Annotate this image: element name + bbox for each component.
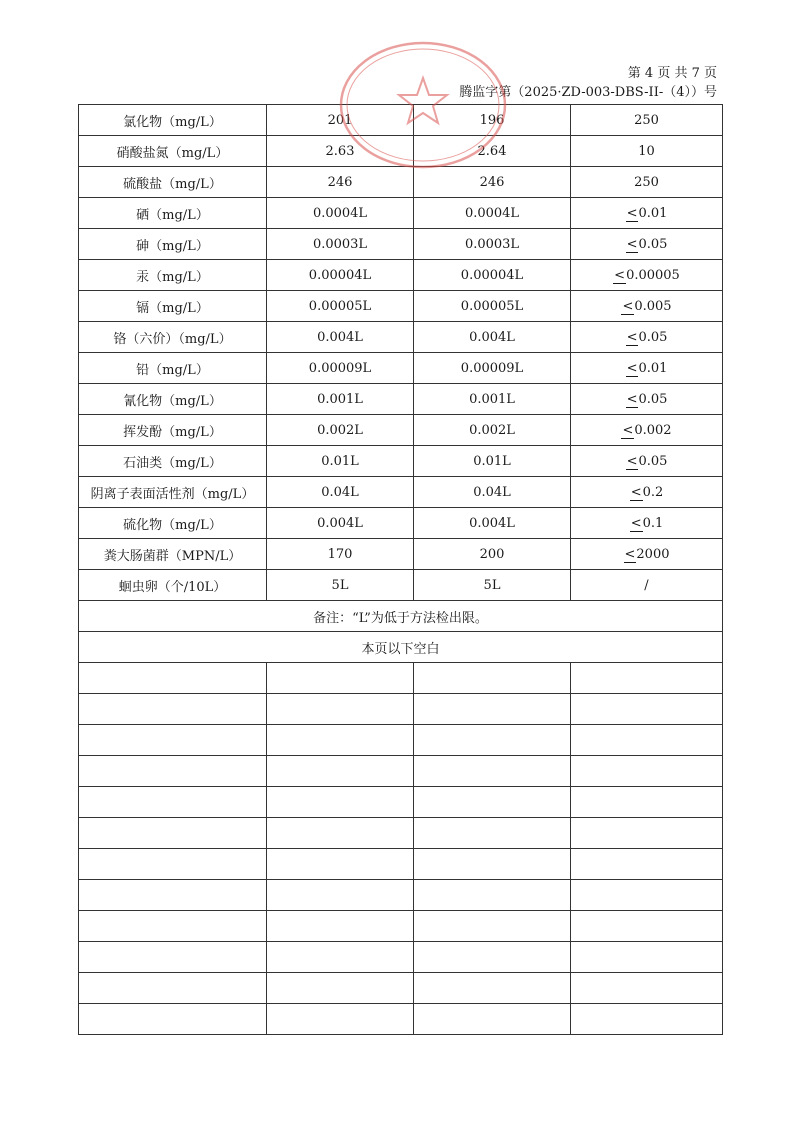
empty-cell bbox=[571, 973, 723, 1004]
sample-1-value-cell: 246 bbox=[267, 167, 414, 198]
empty-cell bbox=[414, 818, 571, 849]
parameter-cell: 挥发酚（mg/L） bbox=[79, 415, 267, 446]
sample-1-value-cell: 0.002L bbox=[267, 415, 414, 446]
parameter-cell: 氰化物（mg/L） bbox=[79, 384, 267, 415]
less-equal-sign: < bbox=[626, 329, 638, 345]
empty-cell bbox=[267, 911, 414, 942]
page-info: 第 4 页 共 7 页 bbox=[627, 66, 717, 81]
sample-1-value-cell: 0.00005L bbox=[267, 291, 414, 322]
sample-2-value-cell: 0.00009L bbox=[414, 353, 571, 384]
limit-value-cell bbox=[571, 198, 723, 229]
table-row bbox=[79, 136, 723, 167]
limit-value-cell bbox=[571, 105, 723, 136]
limit-value: 0.1 bbox=[642, 515, 664, 531]
limit-value-cell bbox=[571, 539, 723, 570]
sample-2-value-cell: 0.0004L bbox=[414, 198, 571, 229]
sample-1-value-cell: 0.01L bbox=[267, 446, 414, 477]
limit-value-cell bbox=[571, 384, 723, 415]
sample-2-value-cell: 0.004L bbox=[414, 508, 571, 539]
limit-value: 0.05 bbox=[638, 236, 668, 252]
blank-notice-text: 本页以下空白 bbox=[79, 632, 723, 663]
table-row bbox=[79, 353, 723, 384]
table-row bbox=[79, 539, 723, 570]
empty-cell bbox=[79, 725, 267, 756]
limit-value-cell bbox=[571, 477, 723, 508]
empty-cell bbox=[414, 694, 571, 725]
limit-value: 0.05 bbox=[638, 391, 668, 407]
empty-cell bbox=[414, 911, 571, 942]
parameter-cell: 硝酸盐氮（mg/L） bbox=[79, 136, 267, 167]
empty-cell bbox=[79, 973, 267, 1004]
parameter-cell: 砷（mg/L） bbox=[79, 229, 267, 260]
sample-1-value-cell: 0.00009L bbox=[267, 353, 414, 384]
empty-row bbox=[79, 973, 723, 1004]
table-row bbox=[79, 446, 723, 477]
sample-2-value-cell: 0.0003L bbox=[414, 229, 571, 260]
report-number: 腾监字第（2025·ZD-003-DBS-II-（4））号 bbox=[459, 85, 717, 100]
sample-2-value-cell: 0.00005L bbox=[414, 291, 571, 322]
empty-cell bbox=[267, 880, 414, 911]
less-equal-sign: < bbox=[626, 360, 638, 376]
sample-1-value-cell: 0.004L bbox=[267, 322, 414, 353]
sample-1-value-cell: 201 bbox=[267, 105, 414, 136]
sample-2-value-cell: 0.01L bbox=[414, 446, 571, 477]
limit-value-cell bbox=[571, 508, 723, 539]
empty-cell bbox=[414, 725, 571, 756]
parameter-cell: 硒（mg/L） bbox=[79, 198, 267, 229]
sample-1-value-cell: 0.001L bbox=[267, 384, 414, 415]
less-equal-sign: < bbox=[614, 267, 626, 283]
table-row bbox=[79, 570, 723, 601]
empty-cell bbox=[571, 663, 723, 694]
sample-2-value-cell: 196 bbox=[414, 105, 571, 136]
empty-cell bbox=[267, 1004, 414, 1035]
empty-row bbox=[79, 911, 723, 942]
limit-value-cell bbox=[571, 322, 723, 353]
less-equal-sign: < bbox=[626, 236, 638, 252]
parameter-cell: 蛔虫卵（个/10L） bbox=[79, 570, 267, 601]
parameter-cell: 硫化物（mg/L） bbox=[79, 508, 267, 539]
empty-row bbox=[79, 725, 723, 756]
empty-cell bbox=[571, 880, 723, 911]
empty-cell bbox=[571, 787, 723, 818]
empty-cell bbox=[79, 787, 267, 818]
sample-2-value-cell: 246 bbox=[414, 167, 571, 198]
empty-cell bbox=[79, 849, 267, 880]
empty-cell bbox=[571, 694, 723, 725]
limit-value: 0.05 bbox=[638, 453, 668, 469]
empty-cell bbox=[267, 849, 414, 880]
empty-cell bbox=[571, 849, 723, 880]
less-equal-sign: < bbox=[626, 453, 638, 469]
table-row bbox=[79, 384, 723, 415]
empty-row bbox=[79, 663, 723, 694]
sample-2-value-cell: 5L bbox=[414, 570, 571, 601]
monitoring-results-table bbox=[78, 104, 723, 1035]
table-row bbox=[79, 291, 723, 322]
limit-value-cell bbox=[571, 260, 723, 291]
sample-1-value-cell: 0.004L bbox=[267, 508, 414, 539]
empty-cell bbox=[267, 663, 414, 694]
sample-2-value-cell: 0.04L bbox=[414, 477, 571, 508]
note-text: 备注：“L”为低于方法检出限。 bbox=[79, 601, 723, 632]
table-row bbox=[79, 415, 723, 446]
limit-value-cell bbox=[571, 291, 723, 322]
empty-cell bbox=[571, 942, 723, 973]
less-equal-sign: < bbox=[622, 422, 634, 438]
empty-cell bbox=[571, 1004, 723, 1035]
sample-1-value-cell: 0.04L bbox=[267, 477, 414, 508]
sample-1-value-cell: 0.0003L bbox=[267, 229, 414, 260]
less-equal-sign: < bbox=[622, 298, 634, 314]
empty-cell bbox=[79, 880, 267, 911]
parameter-cell: 阴离子表面活性剂（mg/L） bbox=[79, 477, 267, 508]
parameter-cell: 铬（六价）（mg/L） bbox=[79, 322, 267, 353]
sample-1-value-cell: 0.00004L bbox=[267, 260, 414, 291]
limit-value: 0.005 bbox=[634, 298, 672, 314]
table-row bbox=[79, 260, 723, 291]
limit-value-cell bbox=[571, 136, 723, 167]
limit-value: 0.2 bbox=[642, 484, 664, 500]
empty-row bbox=[79, 694, 723, 725]
limit-value: 0.01 bbox=[638, 205, 668, 221]
empty-cell bbox=[79, 663, 267, 694]
limit-value-cell bbox=[571, 229, 723, 260]
sample-2-value-cell: 2.64 bbox=[414, 136, 571, 167]
empty-cell bbox=[414, 942, 571, 973]
limit-value-cell bbox=[571, 446, 723, 477]
sample-2-value-cell: 0.004L bbox=[414, 322, 571, 353]
less-equal-sign: < bbox=[630, 515, 642, 531]
parameter-cell: 氯化物（mg/L） bbox=[79, 105, 267, 136]
limit-value-cell bbox=[571, 570, 723, 601]
table-row bbox=[79, 508, 723, 539]
limit-value-cell bbox=[571, 415, 723, 446]
empty-cell bbox=[414, 849, 571, 880]
limit-value: 10 bbox=[638, 143, 655, 159]
empty-cell bbox=[79, 756, 267, 787]
empty-cell bbox=[571, 725, 723, 756]
empty-cell bbox=[571, 911, 723, 942]
limit-value-cell bbox=[571, 353, 723, 384]
empty-cell bbox=[267, 694, 414, 725]
empty-cell bbox=[571, 818, 723, 849]
empty-cell bbox=[571, 756, 723, 787]
empty-cell bbox=[414, 880, 571, 911]
parameter-cell: 硫酸盐（mg/L） bbox=[79, 167, 267, 198]
sample-2-value-cell: 0.002L bbox=[414, 415, 571, 446]
sample-2-value-cell: 0.001L bbox=[414, 384, 571, 415]
empty-cell bbox=[414, 973, 571, 1004]
empty-cell bbox=[79, 818, 267, 849]
sample-1-value-cell: 170 bbox=[267, 539, 414, 570]
page-header bbox=[459, 64, 717, 102]
limit-value: 0.002 bbox=[634, 422, 672, 438]
table-row bbox=[79, 167, 723, 198]
limit-value: 250 bbox=[634, 112, 659, 128]
less-equal-sign: < bbox=[630, 484, 642, 500]
empty-row bbox=[79, 880, 723, 911]
sample-2-value-cell: 200 bbox=[414, 539, 571, 570]
sample-2-value-cell: 0.00004L bbox=[414, 260, 571, 291]
empty-cell bbox=[414, 663, 571, 694]
empty-cell bbox=[267, 973, 414, 1004]
table-row bbox=[79, 477, 723, 508]
empty-cell bbox=[414, 756, 571, 787]
empty-cell bbox=[267, 756, 414, 787]
parameter-cell: 粪大肠菌群（MPN/L） bbox=[79, 539, 267, 570]
empty-cell bbox=[79, 911, 267, 942]
less-equal-sign: < bbox=[626, 205, 638, 221]
empty-row bbox=[79, 818, 723, 849]
sample-1-value-cell: 5L bbox=[267, 570, 414, 601]
sample-1-value-cell: 0.0004L bbox=[267, 198, 414, 229]
empty-cell bbox=[267, 942, 414, 973]
empty-cell bbox=[414, 1004, 571, 1035]
table-row bbox=[79, 229, 723, 260]
limit-value: 0.01 bbox=[638, 360, 668, 376]
empty-cell bbox=[267, 818, 414, 849]
parameter-cell: 铅（mg/L） bbox=[79, 353, 267, 384]
empty-cell bbox=[79, 1004, 267, 1035]
empty-row bbox=[79, 787, 723, 818]
limit-value: / bbox=[644, 577, 649, 593]
limit-value: 2000 bbox=[636, 546, 670, 562]
parameter-cell: 石油类（mg/L） bbox=[79, 446, 267, 477]
empty-cell bbox=[267, 725, 414, 756]
parameter-cell: 汞（mg/L） bbox=[79, 260, 267, 291]
limit-value: 250 bbox=[634, 174, 659, 190]
table-row bbox=[79, 105, 723, 136]
sample-1-value-cell: 2.63 bbox=[267, 136, 414, 167]
limit-value: 0.05 bbox=[638, 329, 668, 345]
empty-cell bbox=[414, 787, 571, 818]
table-row bbox=[79, 198, 723, 229]
limit-value: 0.00005 bbox=[626, 267, 680, 283]
less-equal-sign: < bbox=[626, 391, 638, 407]
note-row bbox=[79, 601, 723, 632]
parameter-cell: 镉（mg/L） bbox=[79, 291, 267, 322]
limit-value-cell bbox=[571, 167, 723, 198]
empty-cell bbox=[267, 787, 414, 818]
table-row bbox=[79, 322, 723, 353]
empty-row bbox=[79, 849, 723, 880]
less-equal-sign: < bbox=[624, 546, 636, 562]
empty-cell bbox=[79, 942, 267, 973]
empty-cell bbox=[79, 694, 267, 725]
blank-notice-row bbox=[79, 632, 723, 663]
empty-row bbox=[79, 1004, 723, 1035]
empty-row bbox=[79, 756, 723, 787]
empty-row bbox=[79, 942, 723, 973]
